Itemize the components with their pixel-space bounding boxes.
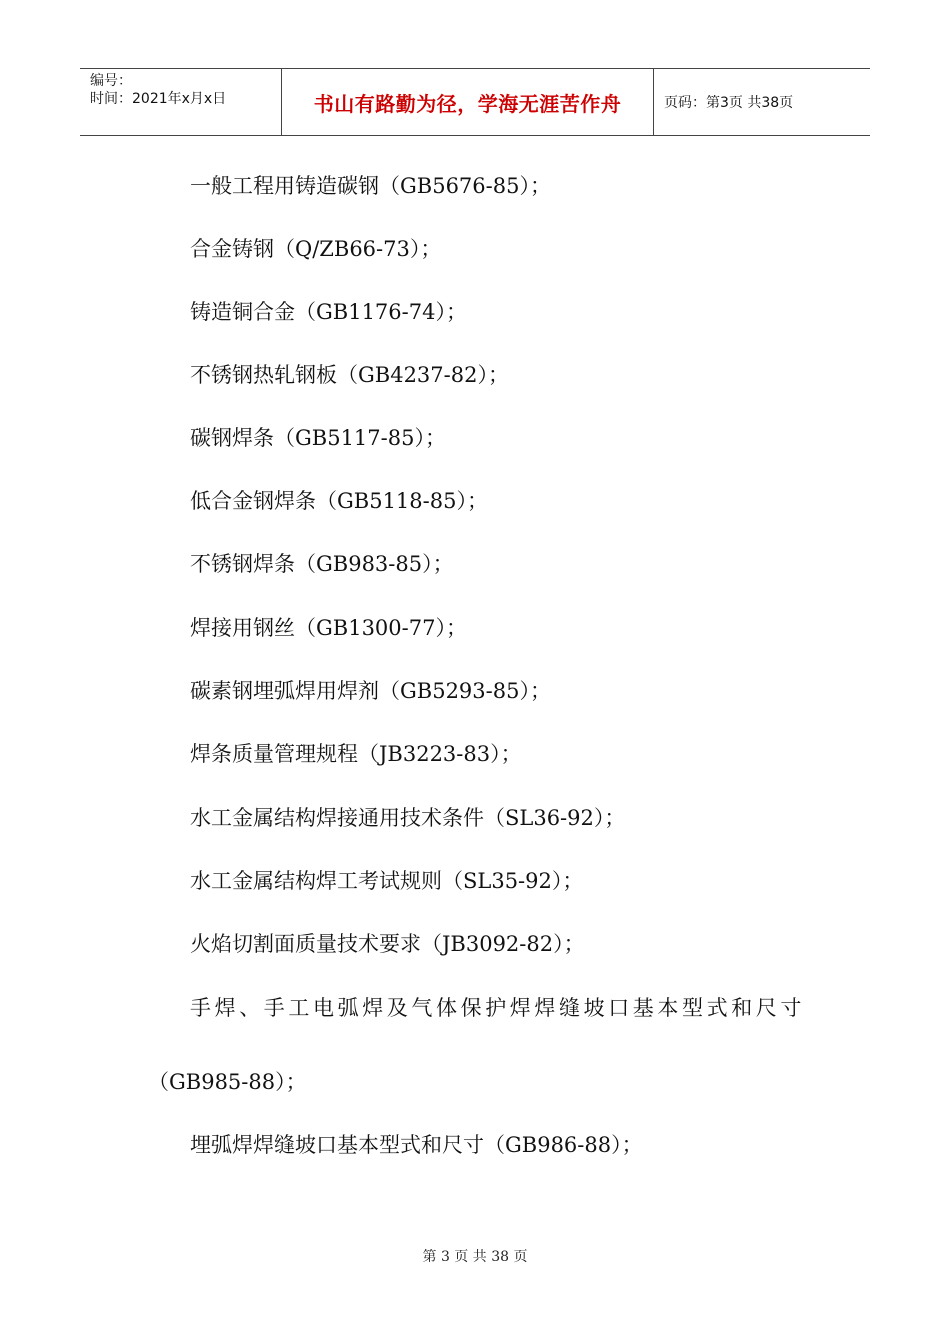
standard-item: 碳钢焊条（GB5117-85）； [190, 426, 446, 450]
page-footer: 第 3 页 共 38 页 [422, 1249, 528, 1265]
standard-item: 低合金钢焊条（GB5118-85）； [190, 489, 488, 513]
standard-item: 一般工程用铸造碳钢（GB5676-85）； [190, 174, 551, 198]
standard-item: 铸造铜合金（GB1176-74）； [190, 300, 467, 324]
header-motto-cell [282, 69, 654, 135]
standard-item-continuation: （GB985-88）； [148, 1070, 307, 1094]
header-page-cell [654, 69, 870, 135]
standard-item: 焊接用钢丝（GB1300-77）； [190, 616, 467, 640]
standard-item: 焊条质量管理规程（JB3223-83）； [190, 742, 522, 766]
standard-item: 水工金属结构焊接通用技术条件（SL36-92）； [190, 806, 626, 830]
standard-item: 手焊、手工电弧焊及气体保护焊焊缝坡口基本型式和尺寸 [190, 996, 805, 1020]
standard-item: 埋弧焊焊缝坡口基本型式和尺寸（GB986-88）； [190, 1133, 643, 1157]
page-header [80, 68, 870, 136]
header-page-info: 页码：第3页 共38页 [664, 95, 794, 111]
standard-item: 合金铸钢（Q/ZB66-73）； [190, 237, 442, 261]
standard-item: 不锈钢热轧钢板（GB4237-82）； [190, 363, 509, 387]
standard-item: 碳素钢埋弧焊用焊剂（GB5293-85）； [190, 679, 551, 703]
standard-item: 火焰切割面质量技术要求（JB3092-82）； [190, 932, 585, 956]
standard-item: 水工金属结构焊工考试规则（SL35-92）； [190, 869, 584, 893]
header-motto: 书山有路勤为径，学海无涯苦作舟 [313, 91, 622, 116]
document-number-label: 编号： [90, 73, 132, 89]
standard-item: 不锈钢焊条（GB983-85）； [190, 552, 454, 576]
document-time-label: 时间：2021年x月x日 [90, 91, 227, 107]
header-meta-cell [80, 69, 282, 135]
